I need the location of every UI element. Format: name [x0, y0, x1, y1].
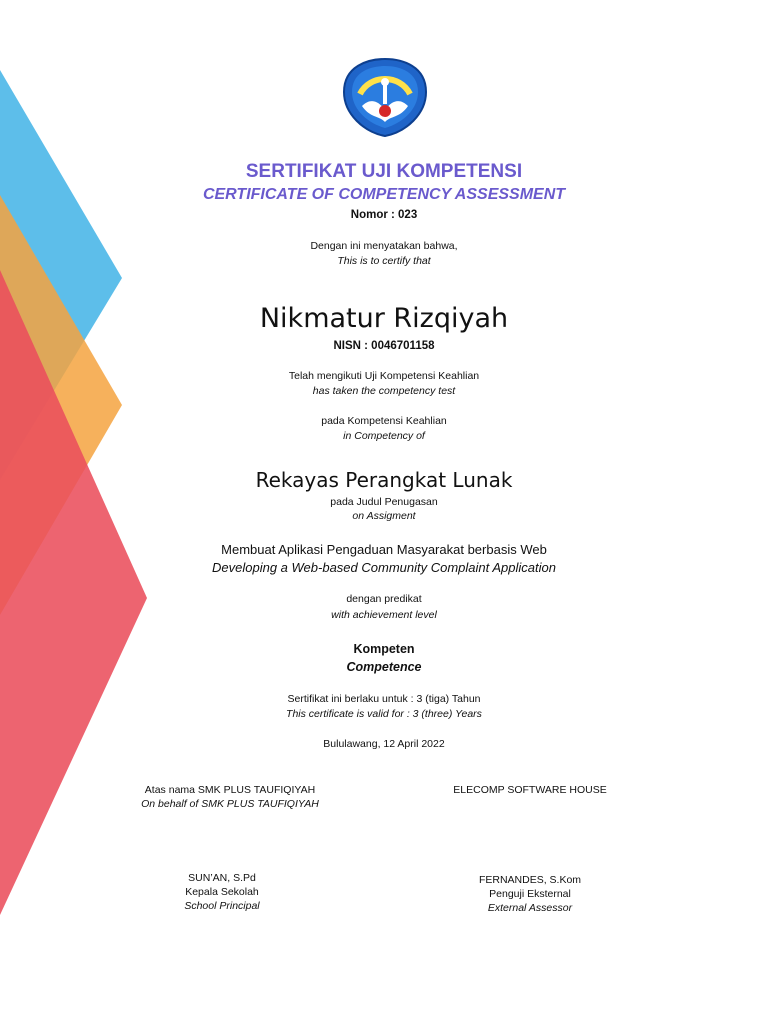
test-line-id: Telah mengikuti Uji Kompetensi Keahlian	[288, 370, 480, 382]
right-signatory-role-id: Penguji Eksternal	[489, 888, 571, 900]
left-org-id: Atas nama SMK PLUS TAUFIQIYAH	[144, 784, 316, 796]
left-signatory-org	[120, 783, 340, 811]
certificate-subtitle: CERTIFICATE OF COMPETENCY ASSESSMENT	[202, 186, 566, 203]
validity-line-en: This certificate is valid for : 3 (three) Years	[286, 708, 482, 720]
place-date: Bululawang, 12 April 2022	[323, 738, 445, 750]
recipient-nisn: NISN : 0046701158	[333, 340, 435, 352]
left-signatory-role-id: Kepala Sekolah	[185, 886, 259, 898]
assignment-title-id: Membuat Aplikasi Pengaduan Masyarakat berbasis Web	[221, 542, 547, 557]
test-line-en: has taken the competency test	[312, 385, 456, 397]
assignment-label-en: on Assigment	[352, 510, 416, 522]
assignment-label-id: pada Judul Penugasan	[330, 496, 438, 508]
right-signatory-role-en: External Assessor	[487, 902, 573, 914]
competency-label-en: in Competency of	[343, 430, 425, 442]
left-signatory	[112, 871, 332, 913]
left-org-en: On behalf of SMK PLUS TAUFIQIYAH	[141, 798, 319, 810]
achievement-value-en: Competence	[346, 660, 422, 674]
achievement-label-en: with achievement level	[331, 609, 437, 621]
achievement-label-id: dengan predikat	[346, 593, 422, 605]
certificate-title: SERTIFIKAT UJI KOMPETENSI	[245, 161, 523, 182]
recipient-name: Nikmatur Rizqiyah	[259, 303, 509, 334]
right-org: ELECOMP SOFTWARE HOUSE	[453, 784, 607, 796]
left-signatory-role-en: School Principal	[184, 900, 260, 912]
intro-line-id: Dengan ini menyatakan bahwa,	[310, 240, 458, 252]
competency-label-id: pada Kompetensi Keahlian	[321, 415, 447, 427]
right-signatory	[420, 873, 640, 915]
competency-value: Rekayas Perangkat Lunak	[255, 468, 513, 492]
tut-wuri-handayani-logo	[340, 56, 430, 138]
right-signatory-name: FERNANDES, S.Kom	[478, 874, 582, 886]
achievement-value-id: Kompeten	[353, 642, 415, 656]
intro-line-en: This is to certify that	[337, 255, 431, 267]
certificate-number: Nomor : 023	[350, 209, 418, 221]
validity-line-id: Sertifikat ini berlaku untuk : 3 (tiga) Tahun	[287, 693, 481, 705]
right-signatory-org	[420, 783, 640, 797]
assignment-title-en: Developing a Web-based Community Complaint Application	[212, 560, 556, 575]
left-signatory-name: SUN’AN, S.Pd	[188, 872, 256, 884]
